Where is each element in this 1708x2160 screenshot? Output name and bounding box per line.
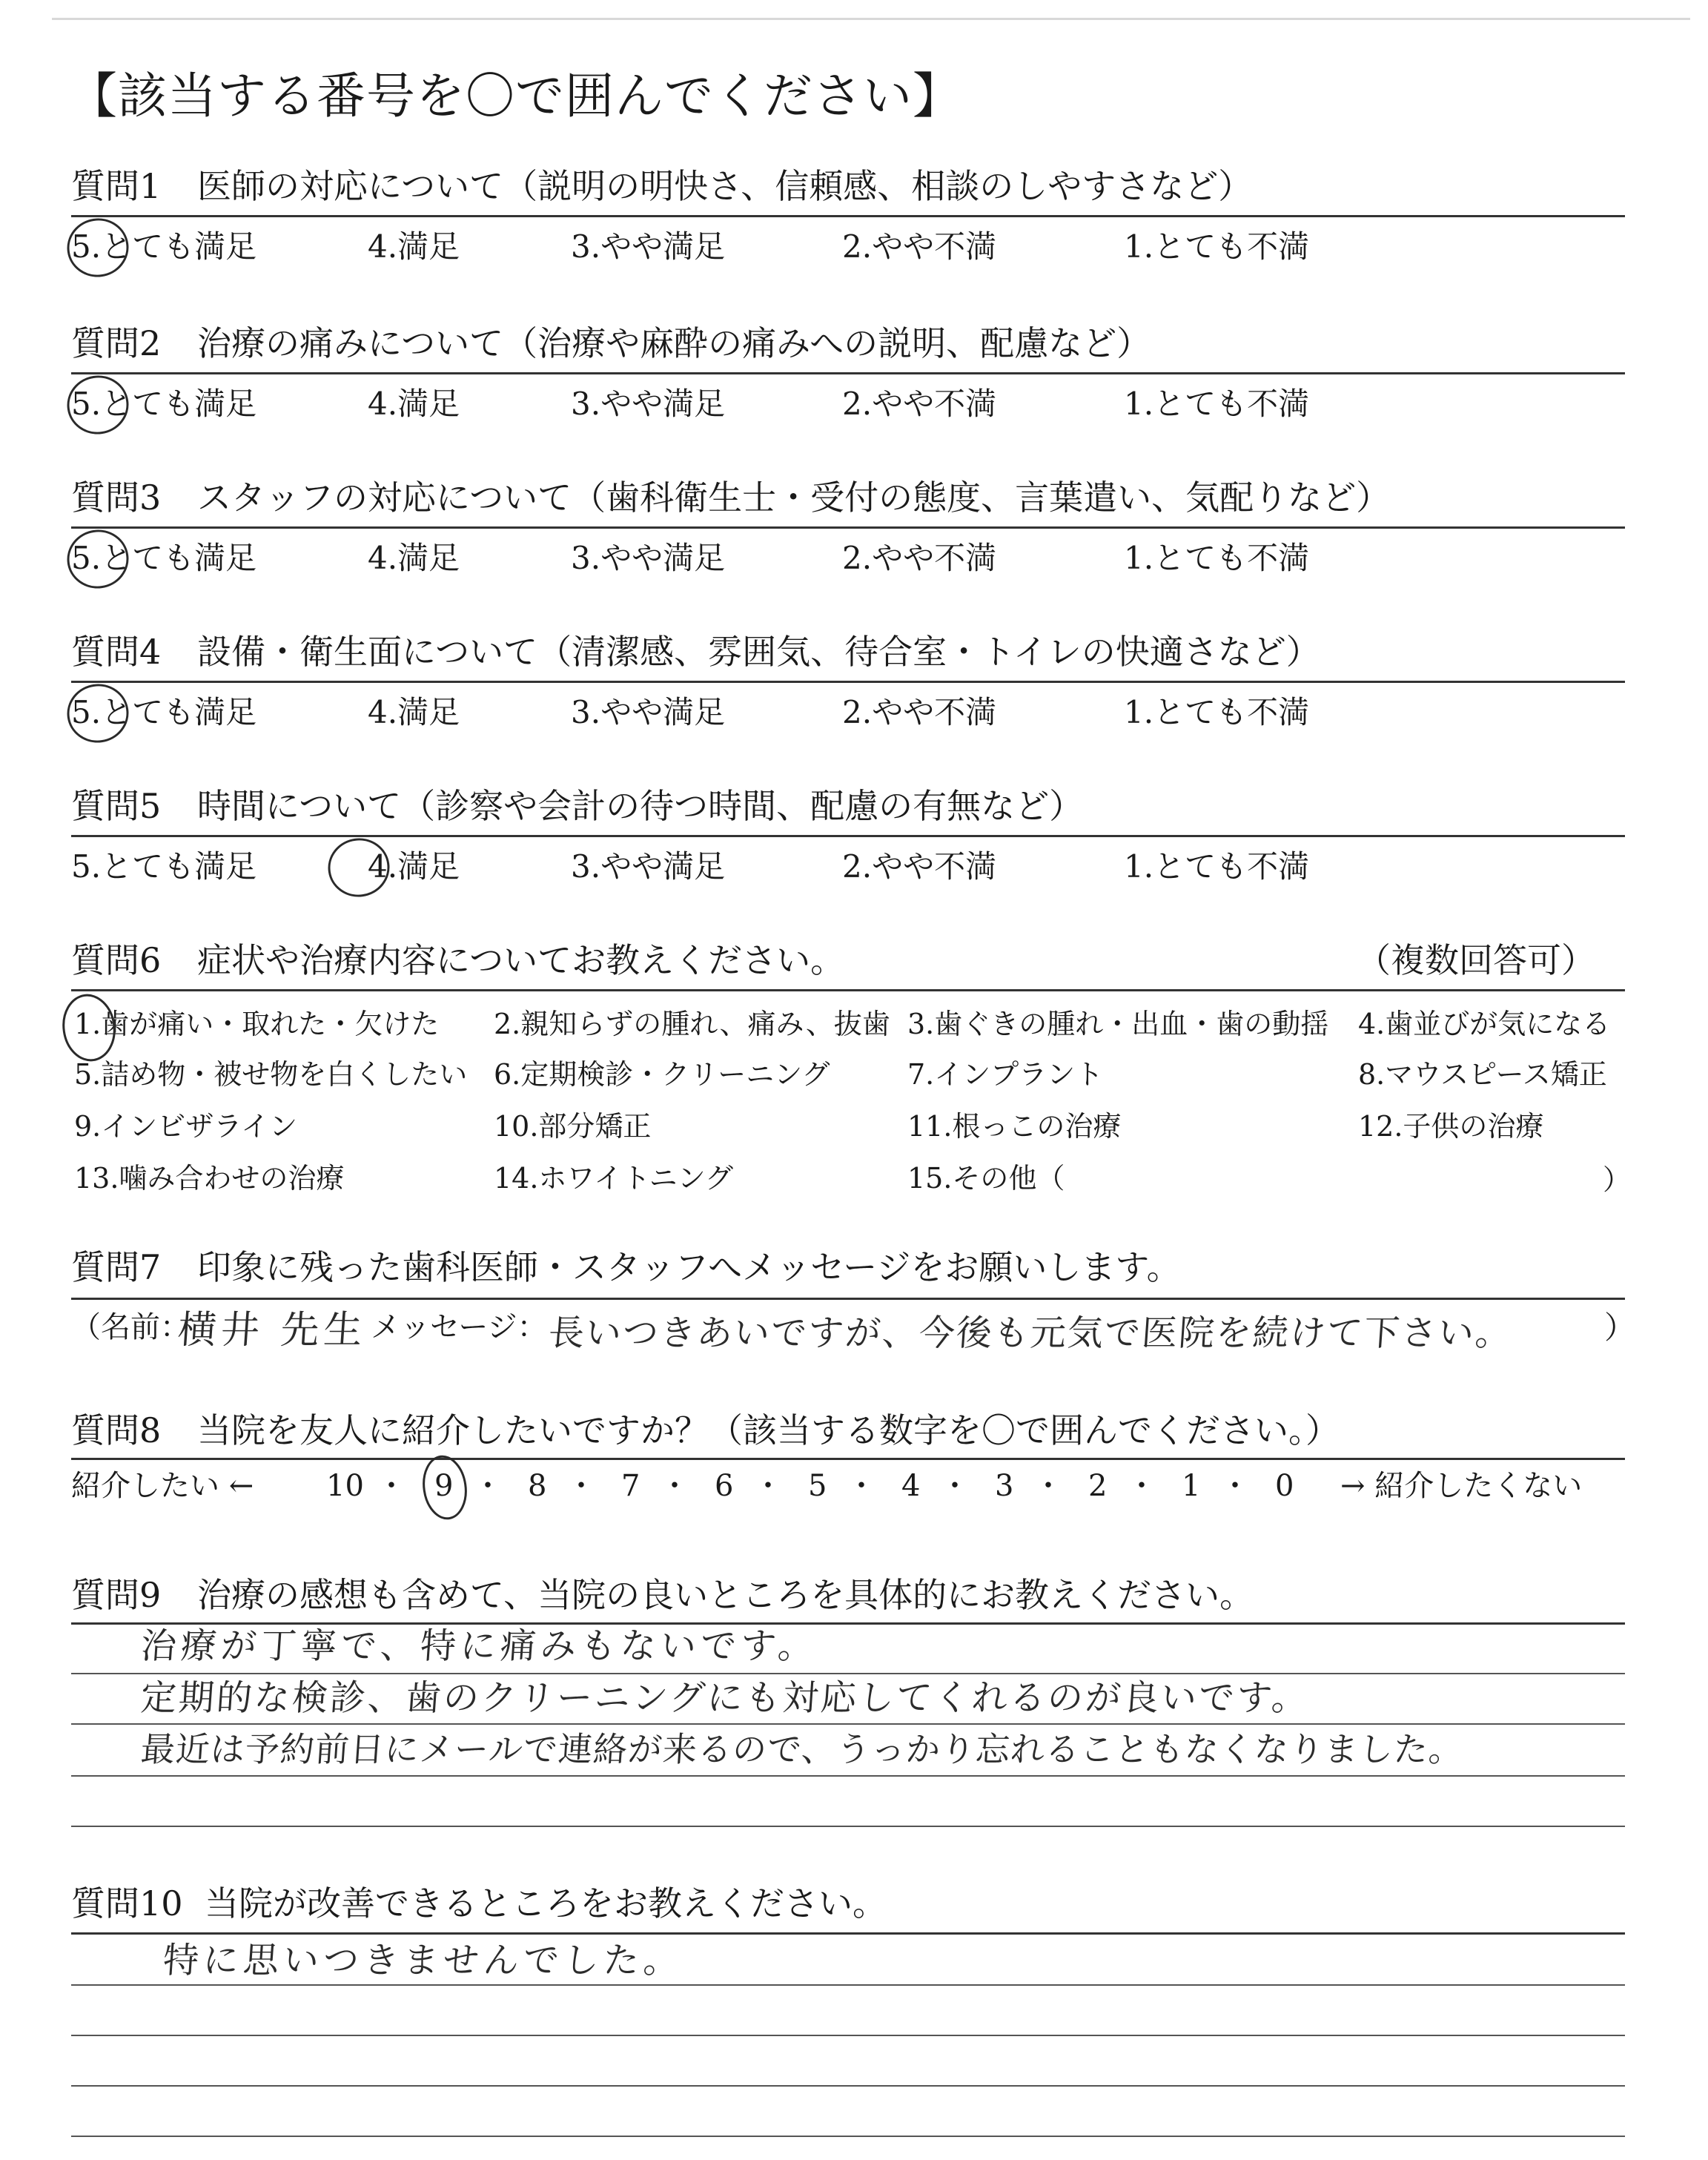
q9-rule (71, 1622, 1625, 1625)
q2-option[interactable]: 5.とても満足 (71, 386, 257, 422)
q9-answer-line: 最近は予約前日にメールで連絡が来るので、うっかり忘れることもなくなりました。 (139, 1729, 1466, 1769)
q4-title: 設備・衛生面について（清潔感、雰囲気、待合室・トイレの快適さなど） (197, 632, 1320, 672)
q6-option[interactable]: 15.その他（ (907, 1162, 1065, 1195)
q1-option[interactable]: 2.やや不満 (842, 228, 997, 265)
q5-option[interactable]: 1.とても不満 (1124, 848, 1310, 885)
q5-number: 質問5 (71, 786, 162, 826)
q4-title-row (71, 632, 1320, 672)
q8-title: 当院を友人に紹介したいですか？（該当する数字を〇で囲んでください。） (197, 1410, 1340, 1450)
q9-writing-line (71, 1723, 1625, 1725)
q8-left-label: 紹介したい ← (71, 1469, 254, 1503)
form-heading: 【該当する番号を〇で囲んでください】 (68, 67, 962, 125)
q7-message-handwritten: 長いつきあいですが、今後も元気で医院を続けて下さい。 (547, 1312, 1514, 1354)
q6-option[interactable]: 2.親知らずの腫れ、痛み、抜歯 (494, 1008, 890, 1040)
q7-title-row (71, 1247, 1181, 1287)
q7-name-label: （名前： (71, 1310, 190, 1344)
q1-rule (71, 215, 1625, 217)
q3-option[interactable]: 5.とても満足 (71, 540, 257, 576)
q9-number: 質問9 (71, 1575, 162, 1615)
q8-scale-value[interactable]: 5 (808, 1469, 827, 1503)
q8-title-row (71, 1410, 1340, 1450)
q2-rule (71, 372, 1625, 374)
q5-title-row (71, 786, 1084, 826)
q8-scale-separator: ・ (377, 1469, 406, 1503)
q6-option[interactable]: 12.子供の治療 (1358, 1110, 1544, 1143)
q2-title: 治療の痛みについて（治療や麻酔の痛みへの説明、配慮など） (197, 323, 1151, 363)
q9-title-row (71, 1575, 1254, 1615)
q8-scale-value[interactable]: 4 (901, 1469, 921, 1503)
q6-option[interactable]: 4.歯並びが気になる (1358, 1008, 1611, 1040)
q3-option[interactable]: 1.とても不満 (1124, 540, 1310, 576)
q4-rule (71, 681, 1625, 683)
q1-number: 質問1 (71, 166, 162, 206)
q8-scale-value[interactable]: 3 (995, 1469, 1014, 1503)
q10-writing-line (71, 2136, 1625, 2137)
q10-writing-line (71, 2085, 1625, 2087)
q6-option[interactable]: 8.マウスピース矯正 (1358, 1058, 1607, 1091)
q7-close-paren: ） (1604, 1309, 1636, 1346)
q8-scale-separator: ・ (753, 1469, 783, 1503)
q3-option[interactable]: 2.やや不満 (842, 540, 997, 576)
q6-option[interactable]: 10.部分矯正 (494, 1110, 652, 1143)
q6-option[interactable]: 6.定期検診・クリーニング (494, 1058, 830, 1091)
q3-number: 質問3 (71, 478, 162, 518)
q8-number: 質問8 (71, 1410, 162, 1450)
q3-title: スタッフの対応について（歯科衛生士・受付の態度、言葉遣い、気配りなど） (197, 478, 1391, 518)
q5-option[interactable]: 2.やや不満 (842, 848, 997, 885)
q8-scale-separator: ・ (473, 1469, 503, 1503)
q9-answer-line: 治療が丁寧で、特に痛みもないです。 (139, 1625, 820, 1667)
q8-rule (71, 1458, 1625, 1460)
q3-option[interactable]: 4.満足 (368, 540, 460, 576)
q2-option[interactable]: 3.やや満足 (571, 386, 726, 422)
q8-scale-separator: ・ (1220, 1469, 1250, 1503)
q4-option[interactable]: 1.とても不満 (1124, 694, 1310, 730)
q1-option[interactable]: 1.とても不満 (1124, 228, 1310, 265)
q8-scale-separator: ・ (847, 1469, 876, 1503)
q8-scale-separator: ・ (660, 1469, 689, 1503)
q6-option[interactable]: 1.歯が痛い・取れた・欠けた (74, 1008, 440, 1040)
q10-writing-line (71, 1984, 1625, 1986)
q5-title: 時間について（診察や会計の待つ時間、配慮の有無など） (197, 786, 1084, 826)
q6-option[interactable]: 14.ホワイトニング (494, 1162, 734, 1195)
q8-scale-value[interactable]: 10 (326, 1469, 364, 1503)
q5-option[interactable]: 4.満足 (368, 848, 460, 885)
q4-option[interactable]: 2.やや不満 (842, 694, 997, 730)
q6-close-paren: ） (1603, 1163, 1632, 1196)
q8-scale-value[interactable]: 2 (1088, 1469, 1108, 1503)
q4-number: 質問4 (71, 632, 162, 672)
q2-option[interactable]: 1.とても不満 (1124, 386, 1310, 422)
q4-option[interactable]: 3.やや満足 (571, 694, 726, 730)
q7-message-label: メッセージ： (371, 1310, 547, 1344)
q3-option[interactable]: 3.やや満足 (571, 540, 726, 576)
q2-number: 質問2 (71, 323, 162, 363)
q7-name-handwritten: 横井 先生 (176, 1308, 368, 1353)
q9-writing-line (71, 1775, 1625, 1777)
q6-option[interactable]: 11.根っこの治療 (907, 1110, 1122, 1143)
q6-option[interactable]: 9.インビザライン (74, 1110, 298, 1143)
q3-rule (71, 526, 1625, 529)
q10-number: 質問10 (71, 1883, 183, 1923)
q8-scale-separator: ・ (940, 1469, 970, 1503)
q3-title-row (71, 478, 1391, 518)
q8-right-label: → 紹介したくない (1340, 1469, 1583, 1503)
q1-title: 医師の対応について（説明の明快さ、信頼感、相談のしやすさなど） (197, 166, 1253, 206)
q10-answer-line: 特に思いつきませんでした。 (162, 1940, 685, 1981)
q5-option[interactable]: 5.とても満足 (71, 848, 257, 885)
q6-number: 質問6 (71, 940, 162, 980)
q8-scale-value[interactable]: 6 (715, 1469, 734, 1503)
q1-option[interactable]: 4.満足 (368, 228, 460, 265)
q4-option[interactable]: 4.満足 (368, 694, 460, 730)
q1-title-row (71, 166, 1253, 206)
q9-writing-line (71, 1826, 1625, 1827)
q5-rule (71, 835, 1625, 837)
q9-title: 治療の感想も含めて、当院の良いところを具体的にお教えください。 (197, 1575, 1254, 1615)
q7-rule (71, 1298, 1625, 1300)
q4-option[interactable]: 5.とても満足 (71, 694, 257, 730)
q8-scale-value[interactable]: 0 (1275, 1469, 1294, 1503)
q8-scale-value[interactable]: 7 (621, 1469, 640, 1503)
q6-option[interactable]: 5.詰め物・被せ物を白くしたい (74, 1058, 468, 1091)
scan-top-edge (52, 18, 1690, 20)
q9-answer-line: 定期的な検診、歯のクリーニングにも対応してくれるのが良いです。 (139, 1677, 1311, 1719)
q5-option[interactable]: 3.やや満足 (571, 848, 726, 885)
q6-option[interactable]: 3.歯ぐきの腫れ・出血・歯の動揺 (907, 1008, 1329, 1040)
q8-scale-value[interactable]: 9 (434, 1469, 454, 1503)
q10-rule (71, 1932, 1625, 1935)
q1-option[interactable]: 5.とても満足 (71, 228, 257, 265)
q10-writing-line (71, 2035, 1625, 2036)
q6-option[interactable]: 13.噛み合わせの治療 (74, 1162, 345, 1195)
q7-number: 質問7 (71, 1247, 162, 1287)
q9-writing-line (71, 1673, 1625, 1674)
q6-rule (71, 989, 1625, 991)
q6-title-row (71, 940, 845, 980)
q2-option[interactable]: 2.やや不満 (842, 386, 997, 422)
q1-option[interactable]: 3.やや満足 (571, 228, 726, 265)
q8-scale-separator: ・ (1033, 1469, 1063, 1503)
q2-title-row (71, 323, 1151, 363)
q7-title: 印象に残った歯科医師・スタッフへメッセージをお願いします。 (197, 1247, 1181, 1287)
q10-title-row (71, 1883, 887, 1923)
q6-option[interactable]: 7.インプラント (907, 1058, 1104, 1091)
q8-scale-value[interactable]: 1 (1182, 1469, 1201, 1503)
q2-option[interactable]: 4.満足 (368, 386, 460, 422)
q8-scale-separator: ・ (566, 1469, 596, 1503)
q6-multiple-note: （複数回答可） (1357, 940, 1595, 980)
q6-title: 症状や治療内容についてお教えください。 (197, 940, 845, 980)
q10-title: 当院が改善できるところをお教えください。 (205, 1883, 887, 1923)
q8-scale-separator: ・ (1127, 1469, 1156, 1503)
q8-scale-value[interactable]: 8 (528, 1469, 547, 1503)
